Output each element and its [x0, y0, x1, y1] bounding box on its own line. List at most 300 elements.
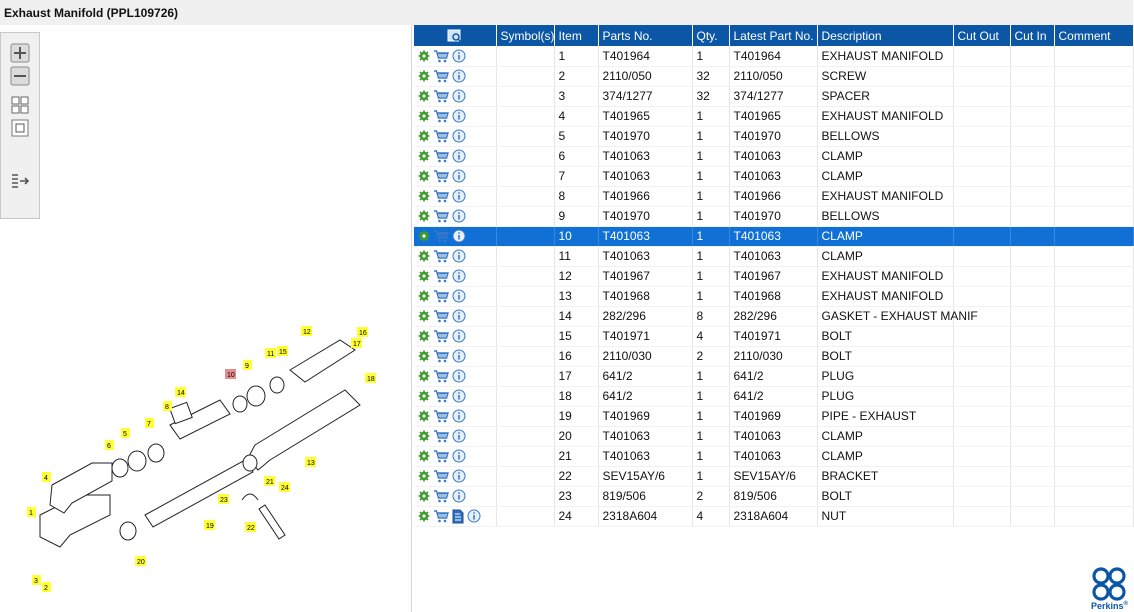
cell-parts-no: T401063	[598, 426, 692, 446]
callout-label[interactable]: 4	[44, 475, 48, 482]
cell-comment	[1054, 126, 1133, 146]
table-row[interactable]	[414, 226, 1133, 246]
filter-icon[interactable]	[447, 29, 463, 43]
cell-latest-part-no: T401971	[729, 326, 817, 346]
table-row[interactable]	[414, 166, 1133, 186]
column-header-comment[interactable]: Comment	[1054, 25, 1133, 46]
info-icon[interactable]	[452, 449, 466, 463]
callout-label[interactable]: 10	[227, 372, 235, 379]
row-action-icons	[414, 246, 496, 266]
row-action-icons	[414, 66, 496, 86]
row-action-icons	[414, 286, 496, 306]
cell-item: 11	[554, 246, 598, 266]
cell-cut-out	[953, 266, 1010, 286]
cell-cut-out	[953, 66, 1010, 86]
cell-symbols	[496, 386, 554, 406]
cell-description: BOLT	[817, 326, 953, 346]
info-icon[interactable]	[452, 109, 466, 123]
info-icon[interactable]	[452, 149, 466, 163]
cell-description: PIPE - EXHAUST	[817, 406, 953, 426]
callout-label[interactable]: 22	[247, 525, 255, 532]
gear-icon[interactable]	[418, 510, 430, 522]
part-clamp-7	[148, 444, 164, 462]
gear-icon[interactable]	[418, 350, 430, 362]
gear-icon[interactable]	[418, 110, 430, 122]
table-row[interactable]	[414, 366, 1133, 386]
gear-icon[interactable]	[418, 390, 430, 402]
cell-cut-out	[953, 46, 1010, 66]
table-row[interactable]	[414, 186, 1133, 206]
row-action-icons	[414, 406, 496, 426]
cell-item: 21	[554, 446, 598, 466]
row-action-icons	[414, 306, 496, 326]
table-row[interactable]	[414, 266, 1133, 286]
cell-cut-in	[1010, 466, 1054, 486]
cell-comment	[1054, 466, 1133, 486]
cell-symbols	[496, 206, 554, 226]
cell-cut-out	[953, 346, 1010, 366]
cell-item: 13	[554, 286, 598, 306]
part-pipe-19	[145, 460, 253, 527]
info-icon[interactable]	[452, 209, 466, 223]
gear-icon[interactable]	[418, 190, 430, 202]
cell-cut-out	[953, 466, 1010, 486]
cart-icon[interactable]	[433, 50, 449, 63]
gear-icon[interactable]	[418, 50, 430, 62]
cell-cut-out	[953, 186, 1010, 206]
row-action-icons	[414, 426, 496, 446]
cell-description: EXHAUST MANIFOLD	[817, 286, 953, 306]
callout-label[interactable]: 17	[353, 341, 361, 348]
column-header-actions[interactable]	[414, 25, 496, 46]
cell-qty: 1	[692, 466, 729, 486]
table-row[interactable]	[414, 206, 1133, 226]
cell-description: BELLOWS	[817, 206, 953, 226]
column-header-latest-part-no[interactable]: Latest Part No.	[729, 25, 817, 46]
cell-cut-out	[953, 326, 1010, 346]
document-icon[interactable]	[452, 509, 464, 524]
callout-label[interactable]: 21	[266, 479, 274, 486]
callout-label[interactable]: 8	[165, 404, 169, 411]
row-action-icons	[414, 466, 496, 486]
table-row[interactable]	[414, 446, 1133, 466]
parts-table	[414, 25, 1134, 527]
cell-comment	[1054, 146, 1133, 166]
cell-latest-part-no: T401965	[729, 106, 817, 126]
gear-icon[interactable]	[418, 490, 430, 502]
row-action-icons	[414, 166, 496, 186]
exploded-parts-diagram[interactable]	[0, 25, 412, 612]
callout-label[interactable]: 13	[307, 460, 315, 467]
callout-label[interactable]: 16	[359, 330, 367, 337]
cell-item: 19	[554, 406, 598, 426]
callout-label[interactable]: 18	[367, 376, 375, 383]
cell-symbols	[496, 46, 554, 66]
gear-icon[interactable]	[418, 310, 430, 322]
perkins-wordmark: Perkins®	[1091, 601, 1128, 611]
cart-icon[interactable]	[433, 110, 449, 123]
callout-label[interactable]: 2	[44, 585, 48, 592]
cell-description: CLAMP	[817, 146, 953, 166]
cell-parts-no: T401965	[598, 106, 692, 126]
cell-symbols	[496, 246, 554, 266]
cart-icon[interactable]	[433, 430, 449, 443]
cell-description: CLAMP	[817, 446, 953, 466]
column-header-description[interactable]: Description	[817, 25, 953, 46]
cell-symbols	[496, 146, 554, 166]
table-row[interactable]	[414, 146, 1133, 166]
cell-comment	[1054, 426, 1133, 446]
cell-symbols	[496, 186, 554, 206]
gear-icon[interactable]	[418, 210, 430, 222]
cell-symbols	[496, 326, 554, 346]
cart-icon[interactable]	[433, 290, 449, 303]
gear-icon[interactable]	[418, 410, 430, 422]
cell-item: 18	[554, 386, 598, 406]
cell-latest-part-no: T401970	[729, 126, 817, 146]
table-row[interactable]	[414, 66, 1133, 86]
cell-description: NUT	[817, 506, 953, 526]
cell-parts-no: T401063	[598, 246, 692, 266]
callout-label[interactable]: 20	[137, 559, 145, 566]
cell-cut-in	[1010, 66, 1054, 86]
column-header-cut-in[interactable]: Cut In	[1010, 25, 1054, 46]
cell-symbols	[496, 366, 554, 386]
info-icon[interactable]	[467, 509, 481, 523]
callout-label[interactable]: 12	[303, 329, 311, 336]
cell-qty: 1	[692, 166, 729, 186]
column-header-symbols[interactable]: Symbol(s)	[496, 25, 554, 46]
cell-parts-no: T401063	[598, 166, 692, 186]
cell-latest-part-no: T401964	[729, 46, 817, 66]
info-icon[interactable]	[452, 89, 466, 103]
gear-icon[interactable]	[418, 150, 430, 162]
row-action-icons	[414, 266, 496, 286]
callout-label[interactable]: 23	[220, 497, 228, 504]
callout-label[interactable]: 11	[267, 351, 275, 358]
cell-cut-in	[1010, 126, 1054, 146]
table-row[interactable]	[414, 286, 1133, 306]
gear-icon[interactable]	[418, 330, 430, 342]
gear-icon[interactable]	[418, 370, 430, 382]
cell-parts-no: 819/506	[598, 486, 692, 506]
info-icon[interactable]	[452, 369, 466, 383]
table-row[interactable]	[414, 466, 1133, 486]
cell-parts-no: T401967	[598, 266, 692, 286]
cell-comment	[1054, 206, 1133, 226]
cell-parts-no: T401964	[598, 46, 692, 66]
gear-icon[interactable]	[418, 90, 430, 102]
info-icon[interactable]	[452, 429, 466, 443]
cell-cut-out	[953, 386, 1010, 406]
cell-item: 12	[554, 266, 598, 286]
cell-symbols	[496, 446, 554, 466]
cell-parts-no: T401969	[598, 406, 692, 426]
row-action-icons	[414, 346, 496, 366]
cart-icon[interactable]	[433, 350, 449, 363]
gear-icon[interactable]	[418, 450, 430, 462]
cart-icon[interactable]	[433, 370, 449, 383]
column-header-parts-no[interactable]: Parts No.	[598, 25, 692, 46]
gear-icon[interactable]	[418, 470, 430, 482]
cart-icon[interactable]	[433, 230, 449, 243]
cell-description: CLAMP	[817, 426, 953, 446]
cart-icon[interactable]	[433, 490, 449, 503]
callout-label[interactable]: 6	[107, 443, 111, 450]
cell-description: EXHAUST MANIFOLD	[817, 106, 953, 126]
cart-icon[interactable]	[433, 250, 449, 263]
info-icon[interactable]	[452, 489, 466, 503]
cell-comment	[1054, 326, 1133, 346]
cart-icon[interactable]	[433, 270, 449, 283]
cell-comment	[1054, 66, 1133, 86]
info-icon[interactable]	[452, 349, 466, 363]
cell-qty: 1	[692, 206, 729, 226]
cell-comment	[1054, 486, 1133, 506]
gear-icon[interactable]	[418, 230, 430, 242]
cell-comment	[1054, 186, 1133, 206]
cell-cut-out	[953, 286, 1010, 306]
cell-parts-no: T401970	[598, 126, 692, 146]
cell-cut-out	[953, 206, 1010, 226]
cell-comment	[1054, 406, 1133, 426]
cart-icon[interactable]	[433, 310, 449, 323]
table-row[interactable]	[414, 246, 1133, 266]
cell-item: 15	[554, 326, 598, 346]
cart-icon[interactable]	[433, 410, 449, 423]
gear-icon[interactable]	[418, 70, 430, 82]
cell-qty: 1	[692, 246, 729, 266]
cell-cut-in	[1010, 206, 1054, 226]
cell-qty: 2	[692, 346, 729, 366]
cell-latest-part-no: T401063	[729, 446, 817, 466]
callout-label[interactable]: 15	[279, 349, 287, 356]
cell-qty: 4	[692, 506, 729, 526]
cell-latest-part-no: 2110/030	[729, 346, 817, 366]
cell-cut-out	[953, 166, 1010, 186]
table-row[interactable]	[414, 386, 1133, 406]
cell-comment	[1054, 346, 1133, 366]
cell-cut-out	[953, 446, 1010, 466]
cart-icon[interactable]	[433, 190, 449, 203]
cell-parts-no: 641/2	[598, 386, 692, 406]
cell-symbols	[496, 346, 554, 366]
info-icon[interactable]	[452, 469, 466, 483]
cell-parts-no: T401966	[598, 186, 692, 206]
info-icon[interactable]	[452, 329, 466, 343]
table-row[interactable]	[414, 46, 1133, 66]
cell-item: 10	[554, 226, 598, 246]
cell-description: EXHAUST MANIFOLD	[817, 186, 953, 206]
info-icon[interactable]	[452, 309, 466, 323]
cell-cut-out	[953, 226, 1010, 246]
cart-icon[interactable]	[433, 70, 449, 83]
cell-latest-part-no: T401063	[729, 426, 817, 446]
cell-item: 22	[554, 466, 598, 486]
column-header-cut-out[interactable]: Cut Out	[953, 25, 1010, 46]
cell-qty: 1	[692, 146, 729, 166]
cart-icon[interactable]	[433, 90, 449, 103]
cart-icon[interactable]	[433, 470, 449, 483]
table-row[interactable]	[414, 86, 1133, 106]
cell-cut-in	[1010, 246, 1054, 266]
cart-icon[interactable]	[433, 450, 449, 463]
callout-label[interactable]: 19	[206, 523, 214, 530]
part-clamp-6	[112, 459, 128, 477]
cell-item: 7	[554, 166, 598, 186]
info-icon[interactable]	[452, 249, 466, 263]
cart-icon[interactable]	[433, 150, 449, 163]
info-icon[interactable]	[452, 169, 466, 183]
cell-description: GASKET - EXHAUST MANIF	[817, 306, 953, 326]
cell-cut-in	[1010, 46, 1054, 66]
cell-symbols	[496, 66, 554, 86]
cart-icon[interactable]	[433, 130, 449, 143]
diagram-pane[interactable]	[0, 25, 412, 612]
cell-parts-no: T401968	[598, 286, 692, 306]
cell-item: 16	[554, 346, 598, 366]
cart-icon[interactable]	[433, 390, 449, 403]
cell-qty: 32	[692, 66, 729, 86]
cell-parts-no: T401970	[598, 206, 692, 226]
callout-label[interactable]: 14	[177, 390, 185, 397]
row-action-icons	[414, 486, 496, 506]
cell-latest-part-no: 641/2	[729, 386, 817, 406]
cell-cut-out	[953, 146, 1010, 166]
callout-label[interactable]: 3	[34, 578, 38, 585]
cell-cut-in	[1010, 86, 1054, 106]
callout-label[interactable]: 5	[123, 431, 127, 438]
part-manifold-12	[290, 340, 355, 382]
window-title: Exhaust Manifold (PPL109726)	[0, 0, 1133, 25]
part-bellows-9	[247, 386, 265, 406]
cart-icon[interactable]	[433, 210, 449, 223]
cell-parts-no: T401063	[598, 446, 692, 466]
cell-latest-part-no: 641/2	[729, 366, 817, 386]
cell-item: 6	[554, 146, 598, 166]
gear-icon[interactable]	[418, 270, 430, 282]
info-icon[interactable]	[452, 229, 466, 243]
part-clamp-20	[120, 522, 136, 540]
table-row[interactable]	[414, 106, 1133, 126]
column-header-qty[interactable]: Qty.	[692, 25, 729, 46]
part-clamp-21	[243, 455, 257, 471]
cell-item: 4	[554, 106, 598, 126]
row-action-icons	[414, 106, 496, 126]
cell-symbols	[496, 126, 554, 146]
cell-cut-in	[1010, 486, 1054, 506]
cell-cut-in	[1010, 426, 1054, 446]
cell-cut-in	[1010, 346, 1054, 366]
cell-symbols	[496, 466, 554, 486]
cell-item: 8	[554, 186, 598, 206]
cell-qty: 1	[692, 406, 729, 426]
cell-parts-no: 282/296	[598, 306, 692, 326]
callout-label[interactable]: 24	[281, 485, 289, 492]
table-row[interactable]	[414, 406, 1133, 426]
info-icon[interactable]	[452, 289, 466, 303]
gear-icon[interactable]	[418, 250, 430, 262]
cell-qty: 1	[692, 386, 729, 406]
cell-item: 1	[554, 46, 598, 66]
cell-parts-no: SEV15AY/6	[598, 466, 692, 486]
row-action-icons	[414, 186, 496, 206]
cell-item: 9	[554, 206, 598, 226]
part-manifold-13	[248, 390, 360, 470]
row-action-icons	[414, 386, 496, 406]
info-icon[interactable]	[452, 269, 466, 283]
info-icon[interactable]	[452, 389, 466, 403]
cell-comment	[1054, 286, 1133, 306]
cell-qty: 2	[692, 486, 729, 506]
info-icon[interactable]	[452, 69, 466, 83]
cell-symbols	[496, 106, 554, 126]
table-row[interactable]	[414, 506, 1133, 526]
cell-latest-part-no: T401969	[729, 406, 817, 426]
gear-icon[interactable]	[418, 170, 430, 182]
cell-comment	[1054, 166, 1133, 186]
callout-label[interactable]: 9	[245, 363, 249, 370]
cell-comment	[1054, 446, 1133, 466]
info-icon[interactable]	[452, 129, 466, 143]
table-row[interactable]	[414, 126, 1133, 146]
table-row[interactable]	[414, 486, 1133, 506]
cell-comment	[1054, 366, 1133, 386]
cell-qty: 1	[692, 366, 729, 386]
cell-cut-out	[953, 406, 1010, 426]
cell-cut-in	[1010, 306, 1054, 326]
cell-cut-out	[953, 106, 1010, 126]
cell-cut-in	[1010, 506, 1054, 526]
cart-icon[interactable]	[433, 330, 449, 343]
cell-item: 24	[554, 506, 598, 526]
cell-description: BELLOWS	[817, 126, 953, 146]
info-icon[interactable]	[452, 409, 466, 423]
cell-symbols	[496, 406, 554, 426]
callout-label[interactable]: 1	[29, 510, 33, 517]
table-row[interactable]	[414, 306, 1133, 326]
cell-parts-no: 641/2	[598, 366, 692, 386]
cell-parts-no: T401063	[598, 226, 692, 246]
cell-cut-out	[953, 426, 1010, 446]
cell-cut-in	[1010, 106, 1054, 126]
row-action-icons	[414, 46, 496, 66]
cell-cut-in	[1010, 446, 1054, 466]
table-row[interactable]	[414, 326, 1133, 346]
info-icon[interactable]	[452, 49, 466, 63]
cell-parts-no: 2318A604	[598, 506, 692, 526]
table-header-row	[414, 25, 1133, 46]
callout-label[interactable]: 7	[147, 421, 151, 428]
gear-icon[interactable]	[418, 430, 430, 442]
column-header-item[interactable]: Item	[554, 25, 598, 46]
info-icon[interactable]	[452, 189, 466, 203]
gear-icon[interactable]	[418, 130, 430, 142]
gear-icon[interactable]	[418, 290, 430, 302]
row-action-icons	[414, 226, 496, 246]
table-row[interactable]	[414, 426, 1133, 446]
cell-description: EXHAUST MANIFOLD	[817, 266, 953, 286]
table-row[interactable]	[414, 346, 1133, 366]
cell-latest-part-no: 819/506	[729, 486, 817, 506]
cart-icon[interactable]	[433, 170, 449, 183]
cell-cut-in	[1010, 406, 1054, 426]
cell-symbols	[496, 266, 554, 286]
cell-parts-no: 2110/030	[598, 346, 692, 366]
cart-icon[interactable]	[433, 510, 449, 523]
cell-latest-part-no: T401970	[729, 206, 817, 226]
cell-item: 17	[554, 366, 598, 386]
